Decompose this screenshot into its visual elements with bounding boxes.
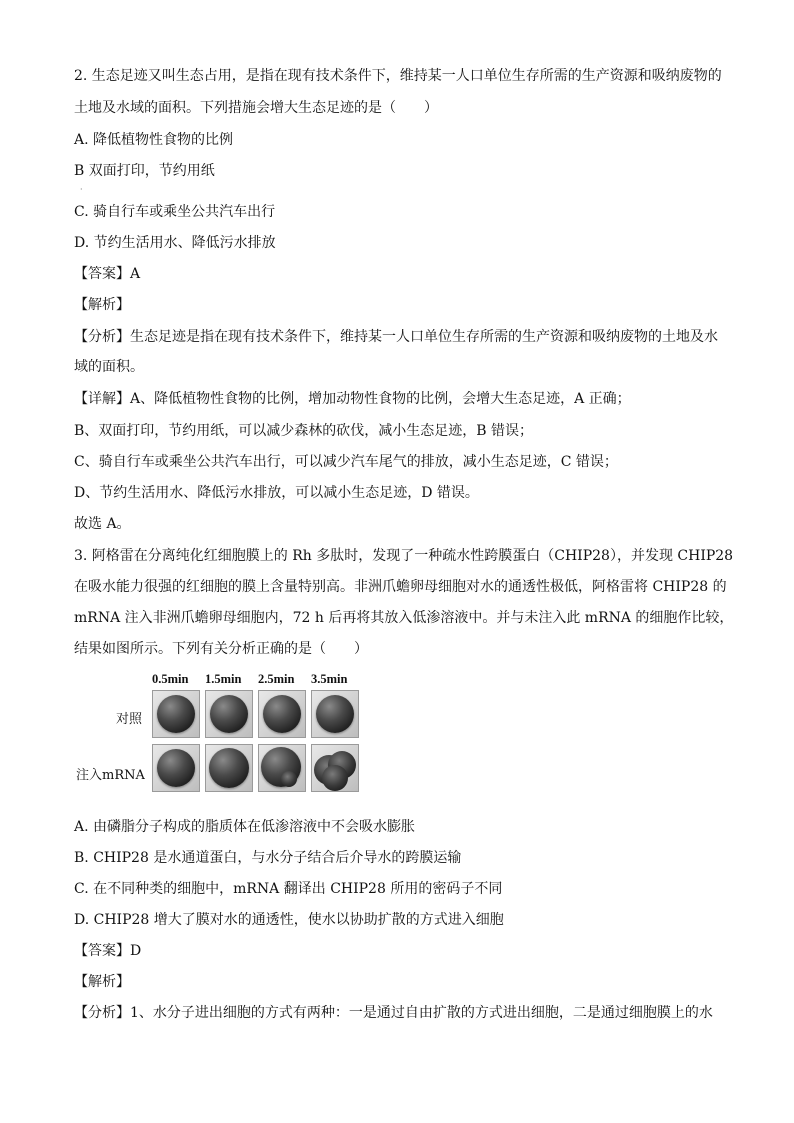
q2-analysis-line-2: 域的面积。 (74, 359, 144, 375)
mrna-cell-2.5min (258, 744, 306, 792)
mrna-cell-1.5min (205, 744, 253, 792)
time-label-4: 3.5min (311, 672, 348, 686)
q2-detail-line-2: B、双面打印，节约用纸，可以减少森林的砍伐，减小生态足迹，B 错误； (74, 423, 534, 439)
oocyte (157, 695, 195, 733)
mrna-cell-3.5min (311, 744, 359, 792)
q2-analysis-heading: 【解析】 (74, 297, 130, 313)
oocyte (209, 748, 249, 788)
control-cell-2.5min (258, 690, 306, 738)
q3-stem-line-2: 在吸水能力很强的红细胞的膜上含量特别高。非洲爪蟾卵母细胞对水的通透性极低，阿格雷将 CHIP28 的 (74, 579, 727, 595)
control-cell-1.5min (205, 690, 253, 738)
q3-answer: 【答案】D (74, 943, 142, 959)
q2-option-b: B 双面打印，节约用纸 (74, 163, 215, 179)
q2-conclusion: 故选 A。 (74, 516, 131, 532)
oocyte-lobe (322, 765, 348, 791)
q2-answer: 【答案】A (74, 266, 141, 282)
q3-option-c: C. 在不同种类的细胞中，mRNA 翻译出 CHIP28 所用的密码子不同 (74, 881, 503, 897)
q2-detail-line-1: 【详解】A、降低植物性食物的比例，增加动物性食物的比例，会增大生态足迹，A 正确； (74, 391, 631, 407)
q2-stem-line-2: 土地及水域的面积。下列措施会增大生态足迹的是（ ） (74, 100, 438, 116)
control-cell-3.5min (311, 690, 359, 738)
q2-stem-line-1: 2. 生态足迹又叫生态占用，是指在现有技术条件下，维持某一人口单位生存所需的生产资源和吸纳废物的 (74, 68, 722, 84)
q2-analysis-line-1: 【分析】生态足迹是指在现有技术条件下，维持某一人口单位生存所需的生产资源和吸纳废物的土地及水 (74, 329, 718, 345)
row-label-mrna: 注入mRNA (76, 768, 145, 783)
q3-option-d: D. CHIP28 增大了膜对水的通透性，使水以协助扩散的方式进入细胞 (74, 912, 504, 928)
oocyte (263, 695, 301, 733)
oocyte (157, 749, 195, 787)
q2-option-c: C. 骑自行车或乘坐公共汽车出行 (74, 204, 276, 220)
cell-swelling-figure (76, 668, 360, 804)
q3-analysis-heading: 【解析】 (74, 974, 130, 990)
q3-stem-line-1: 3. 阿格雷在分离纯化红细胞膜上的 Rh 多肽时，发现了一种疏水性跨膜蛋白（CHIP28），并发现 CHIP28 (74, 548, 734, 564)
time-label-2: 1.5min (205, 672, 242, 686)
time-label-3: 2.5min (258, 672, 295, 686)
oocyte (316, 695, 354, 733)
q3-stem-line-3: mRNA 注入非洲爪蟾卵母细胞内，72 h 后再将其放入低渗溶液中。并与未注入此 mRNA 的细胞作比较， (74, 610, 734, 626)
q2-option-a: A. 降低植物性食物的比例 (74, 132, 234, 148)
oocyte-bulge (281, 771, 297, 787)
time-label-1: 0.5min (152, 672, 189, 686)
row-label-control: 对照 (116, 712, 143, 727)
q3-option-a: A. 由磷脂分子构成的脂质体在低渗溶液中不会吸水膨胀 (74, 819, 416, 835)
q3-analysis-line-1: 【分析】1、水分子进出细胞的方式有两种：一是通过自由扩散的方式进出细胞，二是通过细胞膜上的水 (74, 1005, 713, 1021)
control-cell-0.5min (152, 690, 200, 738)
q2-detail-line-4: D、节约生活用水、降低污水排放，可以减小生态足迹，D 错误。 (74, 485, 479, 501)
oocyte (210, 695, 248, 733)
q2-detail-line-3: C、骑自行车或乘坐公共汽车出行，可以减少汽车尾气的排放，减小生态足迹，C 错误； (74, 454, 618, 470)
mrna-cell-0.5min (152, 744, 200, 792)
q2-option-d: D. 节约生活用水、降低污水排放 (74, 235, 276, 251)
stray-dot: · (80, 185, 83, 194)
q3-option-b: B. CHIP28 是水通道蛋白，与水分子结合后介导水的跨膜运输 (74, 850, 462, 866)
q3-stem-line-4: 结果如图所示。下列有关分析正确的是（ ） (74, 641, 368, 657)
